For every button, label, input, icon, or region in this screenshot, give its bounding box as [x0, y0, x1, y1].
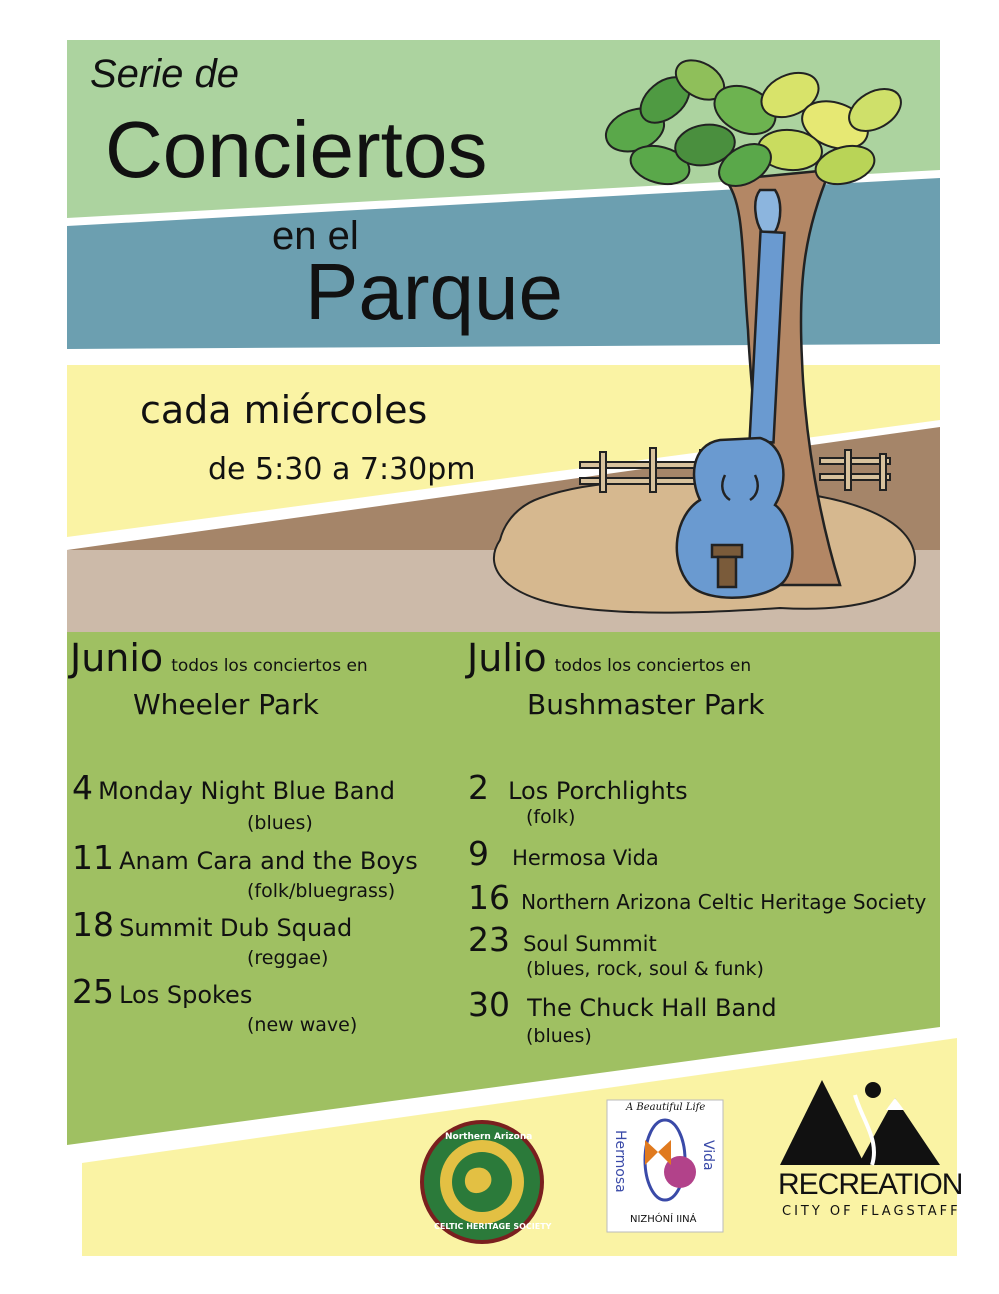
concert-genre: (blues) [526, 1025, 592, 1047]
concert-day: 18 [72, 905, 114, 944]
time-separator: a [331, 452, 351, 487]
concert-genre: (folk) [526, 806, 576, 828]
celtic-logo-top: Northern Arizona [445, 1132, 533, 1142]
celtic-logo-bottom: CELTIC HERITAGE SOCIETY [434, 1222, 552, 1231]
schedule-days: cada miércoles [140, 388, 428, 432]
concert-day: 16 [468, 878, 510, 917]
concert-band: Northern Arizona Celtic Heritage Society [521, 890, 927, 914]
recreation-city: CITY OF FLAGSTAFF [782, 1204, 961, 1219]
july-concert [468, 985, 777, 1047]
concert-band: The Chuck Hall Band [527, 994, 777, 1022]
concert-band: Los Porchlights [508, 777, 688, 805]
concert-day: 2 [468, 768, 489, 807]
june-heading [70, 636, 368, 680]
title-series: Serie de [90, 52, 239, 96]
july-park: Bushmaster Park [527, 688, 765, 721]
concert-band: Summit Dub Squad [119, 914, 353, 942]
july-heading [467, 636, 751, 680]
concert-genre: (blues) [247, 812, 313, 834]
concert-genre: (folk/bluegrass) [247, 880, 396, 902]
july-concert [468, 920, 764, 980]
concert-band: Monday Night Blue Band [98, 777, 395, 805]
hermosa-tagline: A Beautiful Life [626, 1102, 706, 1113]
july-note: todos los conciertos en [554, 656, 752, 676]
concert-day: 11 [72, 838, 114, 877]
title-in-the: en el [272, 214, 359, 258]
june-concert [72, 905, 353, 969]
title-concerts: Conciertos [105, 105, 488, 194]
june-note: todos los conciertos en [171, 656, 368, 676]
concert-genre: (blues, rock, soul & funk) [526, 958, 764, 980]
concert-day: 30 [468, 985, 510, 1024]
june-park: Wheeler Park [133, 688, 319, 721]
july-concert [468, 878, 926, 917]
july-month: Julio [467, 636, 547, 680]
time-to: 7:30pm [359, 452, 476, 487]
hermosa-left: Hermosa [612, 1130, 628, 1193]
july-concert [468, 834, 659, 873]
concert-genre: (new wave) [247, 1014, 358, 1036]
concert-genre: (reggae) [247, 947, 329, 969]
time-from: de 5:30 [208, 452, 323, 487]
concert-day: 9 [468, 834, 489, 873]
title-park: Parque [305, 247, 563, 336]
concert-day: 4 [72, 768, 93, 807]
concert-band: Anam Cara and the Boys [119, 847, 418, 875]
june-concert [72, 972, 358, 1036]
concert-day: 25 [72, 972, 114, 1011]
june-concert [72, 768, 395, 834]
hermosa-bottom: NIZHÓNÍ IINÁ [630, 1214, 697, 1225]
schedule-time [208, 452, 476, 487]
hermosa-right: Vida [700, 1140, 716, 1171]
june-month: Junio [70, 636, 164, 680]
recreation-name: RECREATION [778, 1168, 963, 1201]
july-concert [468, 768, 688, 828]
june-concert [72, 838, 418, 902]
concert-day: 23 [468, 920, 510, 959]
concert-band: Soul Summit [523, 932, 657, 956]
concert-band: Hermosa Vida [512, 846, 659, 870]
concert-band: Los Spokes [119, 981, 253, 1009]
